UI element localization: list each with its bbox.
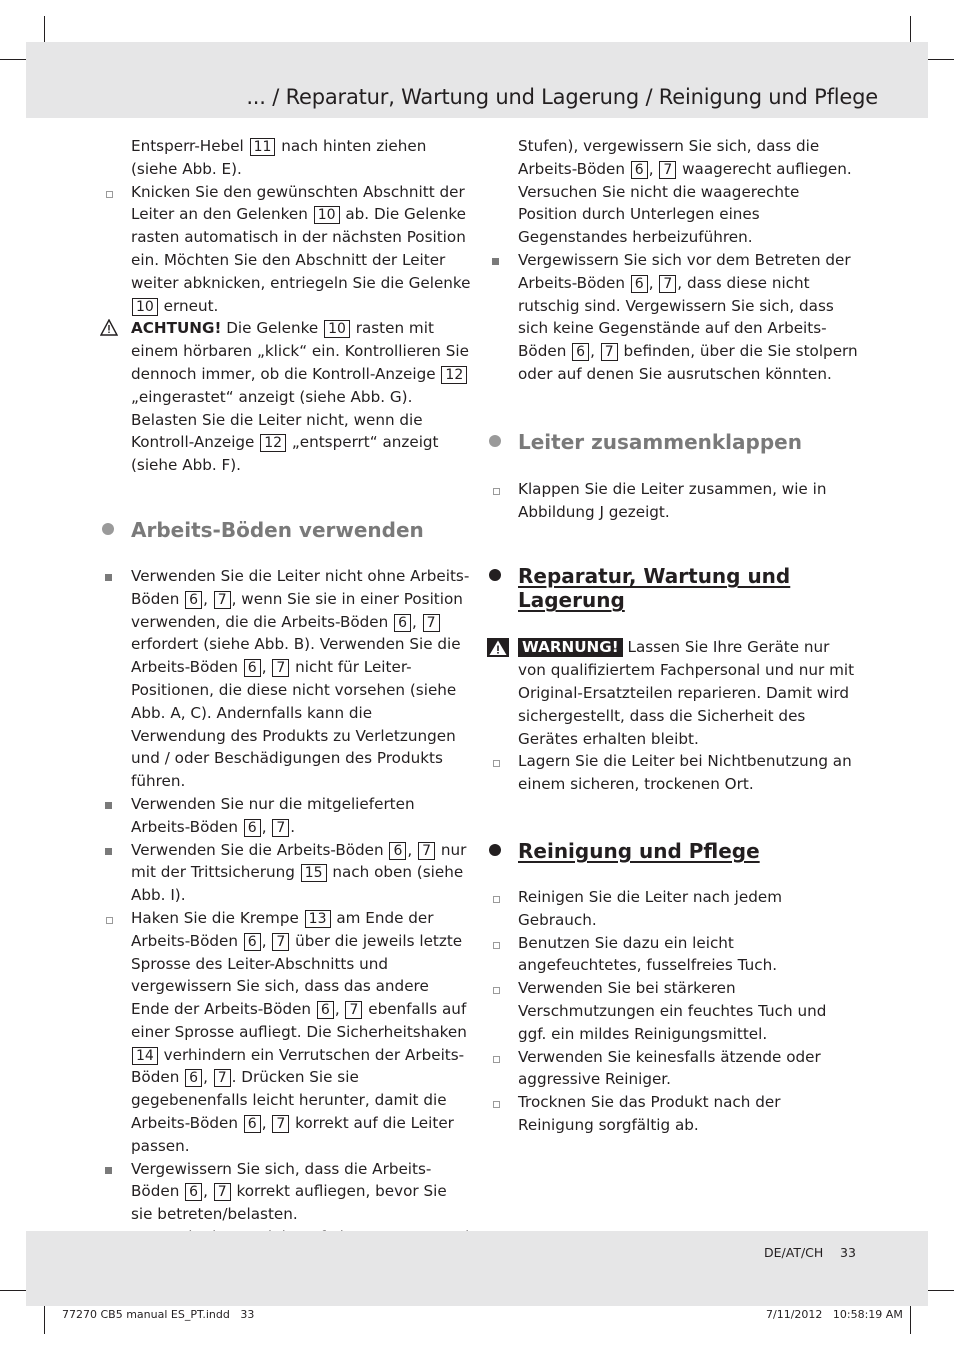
ref-number: 6: [244, 933, 261, 951]
ref-number: 10: [324, 320, 350, 338]
ref-number: 7: [272, 659, 289, 677]
ref-number: 6: [185, 591, 202, 609]
print-slug-file: 77270 CB5 manual ES_PT.indd 33: [62, 1308, 255, 1321]
list-item: Verwenden Sie die Leiter nicht ohne Arbeits-Böden 6 , 7 , wenn Sie sie in einer Position verwenden, die die Arbeits-Böden 6 , 7 erfordert (siehe Abb. B). Verwenden Sie die Arbeits-Böden 6 , 7 nicht für Leiter-Positionen, die diese nicht vorsehen (siehe Abb. A, C). Andernfalls kann die Verwendung des Produkts zu Verletzungen und / oder Beschädigungen des Produkts führen.: [131, 566, 470, 791]
section-heading: Leiter zusammenklappen: [518, 430, 858, 454]
ref-number: 7: [272, 819, 289, 837]
ref-number: 10: [132, 298, 158, 316]
section-heading: Arbeits-Böden verwenden: [131, 518, 471, 542]
warning-triangle-icon: [100, 319, 118, 336]
ref-number: 7: [659, 161, 676, 179]
ref-number: 6: [389, 842, 406, 860]
ref-number: 7: [272, 933, 289, 951]
right-column: [518, 135, 858, 1137]
crop-mark: [910, 1304, 911, 1334]
ref-number: 6: [185, 1183, 202, 1201]
ref-number: 6: [631, 275, 648, 293]
ref-number: 6: [244, 1115, 261, 1133]
ref-number: 6: [244, 659, 261, 677]
heading-bullet-icon: [489, 844, 501, 856]
ref-number: 7: [418, 842, 435, 860]
list-item: Verwenden Sie keinesfalls ätzende oder aggressive Reiniger.: [518, 1047, 821, 1089]
warning-note: WARNUNG! Lassen Sie Ihre Geräte nur von qualifiziertem Fachpersonal und nur mit Original-Ersatzteilen reparieren. Damit wird sichergestellt, dass die Sicherheit des Gerätes erhalten bleibt.: [518, 636, 858, 750]
list-item: Benutzen Sie dazu ein leicht angefeuchtetes, fusselfreies Tuch.: [518, 933, 778, 975]
ref-number: 13: [305, 910, 331, 928]
crop-mark: [924, 59, 954, 60]
footer-locale: DE/AT/CH: [764, 1245, 824, 1260]
paragraph: Stufen), vergewissern Sie sich, dass die Arbeits-Böden 6 , 7 waagerecht aufliegen. Versuchen Sie nicht die waagerechte Position durch Unterlegen eines Gegenstandes herbeizuführen.: [518, 137, 852, 247]
heading-bullet-icon: [102, 523, 114, 535]
list-item: Vergewissern Sie sich vor dem Betreten der Arbeits-Böden 6 , 7 , dass diese nicht rutschig sind. Vergewissern Sie sich, dass sich keine Gegenstände auf den Arbeits-Böden 6 , 7 befinden, über die Sie stolpern oder auf denen Sie ausrutschen könnten.: [518, 250, 858, 383]
ref-number: 7: [214, 1183, 231, 1201]
ref-number: 10: [314, 206, 340, 224]
warning-label: WARNUNG!: [518, 638, 623, 657]
list-item: Lagern Sie die Leiter bei Nichtbenutzung an einem sicheren, trockenen Ort.: [518, 752, 852, 794]
ref-number: 7: [601, 343, 618, 361]
page-title: ... / Reparatur, Wartung und Lagerung / Reinigung und Pflege: [246, 85, 878, 109]
list-item: Klappen Sie die Leiter zusammen, wie in Abbildung J gezeigt.: [518, 479, 827, 521]
warning-triangle-filled-icon: [487, 638, 509, 657]
list-item: Vergewissern Sie sich, dass die Arbeits-Böden 6 , 7 korrekt aufliegen, bevor Sie sie betreten/belasten.: [131, 1159, 447, 1224]
ref-number: 12: [260, 434, 286, 452]
list-item: Haken Sie die Krempe 13 am Ende der Arbeits-Böden 6 , 7 über die jeweils letzte Sprosse des Leiter-Abschnitts und vergewissern Sie sich, dass das andere Ende der Arbeits-Böden 6 , 7 ebenfalls auf einer Sprosse aufliegt. Die Sicherheitshaken 14 verhindern ein Verrutschen der Arbeits-Böden 6 , 7 . Drücken Sie sie gegebenenfalls leicht herunter, damit die Arbeits-Böden 6 , 7 korrekt auf die Leiter passen.: [131, 908, 467, 1155]
list-item: Reinigen Sie die Leiter nach jedem Gebrauch.: [518, 887, 782, 929]
caution-label: ACHTUNG!: [131, 319, 222, 338]
ref-number: 6: [572, 343, 589, 361]
page-number: 33: [840, 1245, 856, 1260]
ref-number: 7: [214, 591, 231, 609]
crop-mark: [924, 1290, 954, 1291]
list-item: Knicken Sie den gewünschten Abschnitt der Leiter an den Gelenken 10 ab. Die Gelenke rasten automatisch in der nächsten Position ein. Möchten Sie den Abschnitt der Leiter weiter abknicken, entriegeln Sie die Gelenke 10 erneut.: [131, 182, 471, 315]
ref-number: 12: [441, 366, 467, 384]
section-heading: Reinigung und Pflege: [518, 839, 858, 863]
paragraph: Entsperr-Hebel 11 nach hinten ziehen (siehe Abb. E).: [131, 137, 427, 178]
ref-number: 6: [244, 819, 261, 837]
list-item: Verwenden Sie bei stärkeren Verschmutzungen ein feuchtes Tuch und ggf. ein mildes Reinigungsmittel.: [518, 979, 827, 1043]
caution-note: ACHTUNG! Die Gelenke 10 rasten mit einem hörbaren „klick“ ein. Kontrollieren Sie dennoch immer, ob die Kontroll-Anzeige 12 „eingerastet“ anzeigt (siehe Abb. G). Belasten Sie die Leiter nicht, wenn die Kontroll-Anzeige 12 „entsperrt“ anzeigt (siehe Abb. F).: [131, 317, 471, 477]
ref-number: 7: [214, 1069, 231, 1087]
list-item: Verwenden Sie die Arbeits-Böden 6 , 7 nur mit der Trittsicherung 15 nach oben (siehe Abb. I).: [131, 840, 467, 905]
list-item: Trocknen Sie das Produkt nach der Reinigung sorgfältig ab.: [518, 1093, 781, 1134]
ref-number: 6: [394, 614, 411, 632]
ref-number: 6: [317, 1001, 334, 1019]
footer-band: [26, 1231, 928, 1306]
ref-number: 7: [345, 1001, 362, 1019]
ref-number: 6: [631, 161, 648, 179]
ref-number: 7: [272, 1115, 289, 1133]
crop-mark: [44, 1304, 45, 1334]
left-column: [131, 135, 471, 1272]
section-heading: Reparatur, Wartung und Lagerung: [518, 564, 858, 612]
ref-number: 15: [301, 864, 327, 882]
ref-number: 7: [423, 614, 440, 632]
print-slug-timestamp: 7/11/2012 10:58:19 AM: [766, 1308, 903, 1321]
ref-number: 11: [250, 138, 276, 156]
ref-number: 6: [185, 1069, 202, 1087]
ref-number: 14: [132, 1047, 158, 1065]
ref-number: 7: [659, 275, 676, 293]
list-item: Verwenden Sie nur die mitgelieferten Arbeits-Böden 6 , 7 .: [131, 794, 415, 836]
heading-bullet-icon: [489, 435, 501, 447]
heading-bullet-icon: [489, 569, 501, 581]
